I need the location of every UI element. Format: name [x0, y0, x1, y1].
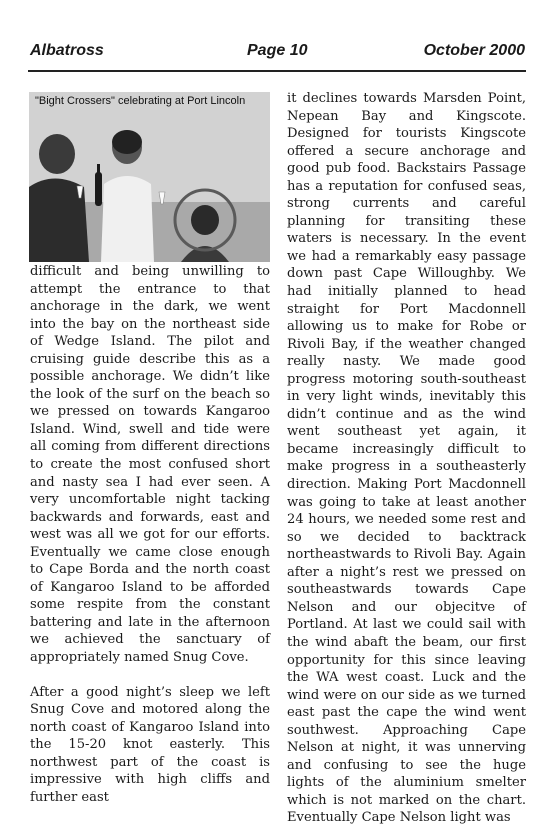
photo-caption: "Bight Crossers" celebrating at Port Lincoln [35, 95, 246, 107]
photo [29, 92, 270, 262]
issue-date: October 2000 [423, 42, 525, 59]
page-header [30, 42, 525, 68]
article-paragraph: difficult and being unwilling to attempt the entrance to that anchorage in the dark, we went into the bay on the northeast side of Wedge Island. The pilot and cruising guide describe this as a possible anchorage. We didn’t like the look of the surf on the beach so we pressed on towards Kangaroo Island. Wind, swell and tide were all coming from different directions to create the most confused short and nasty sea I had ever seen. A very uncomfortable night tacking backwards and forwards, east and west was all we got for our efforts. Eventually we came close enough to Cape Borda and the north coast of Kangaroo Island to be afforded some respite from the constant battering and late in the afternoon we achieved the sanctuary of appropriately named Snug Cove. [30, 264, 270, 666]
photo-illustration [29, 92, 270, 262]
header-rule [28, 70, 526, 72]
publication-title: Albatross [30, 42, 104, 59]
article-paragraph: After a good night’s sleep we left Snug Cove and motored along the north coast of Kangaroo Island into the 15-20 knot easterly. This northwest part of the coast is impressive with high cliffs and further east [30, 684, 270, 805]
article-column-left [30, 263, 270, 806]
page-number: Page 10 [247, 42, 308, 59]
article-column-right [287, 90, 526, 827]
article-paragraph: it declines towards Marsden Point, Nepean Bay and Kingscote. Designed for tourists Kingscote offered a secure anchorage and good pub food. Backstairs Passage has a reputation for confused seas, strong currents and careful planning for transiting these waters is necessary. In the event we had a remarkably easy passage down past Cape Willoughby. We had initially planned to head straight for Port Macdonnell allowing us to make for Robe or Rivoli Bay, if the weather changed really nasty. We made good progress motoring south-southeast in very light winds, inevitably this didn’t continue and as the wind went southeast yet again, it became increasingly difficult to make progress in a southeasterly direction. Making Port Macdonnell was going to take at least another 24 hours, we needed some rest and so we decided to backtrack northeastwards to Rivoli Bay. Again after a night’s rest we pressed on southeastwards towards Cape Nelson and our objecitve of Portland. At last we could sail with the wind abaft the beam, our first opportunity for this since leaving the WA west coast. Luck and the wind were on our side as we turned east past the cape the wind went southwest. Approaching Cape Nelson at night, it was unnerving and confusing to see the huge lights of the aluminium smelter which is not marked on the chart. Eventually Cape Nelson light was [287, 91, 526, 826]
